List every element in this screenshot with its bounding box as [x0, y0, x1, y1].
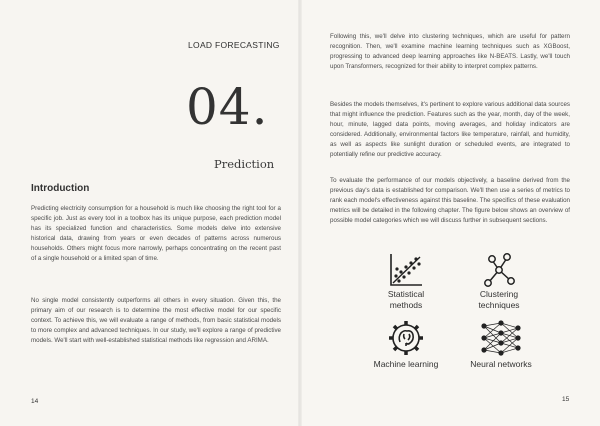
page-number-left: 14	[31, 398, 39, 405]
right-paragraph-3: To evaluate the performance of our models objectively, a baseline derived from the previous day's data is established for comparison. We'll then use a series of metrics to rank each model's effectiveness against this baseline. The specifics of these evaluation metrics will be detailed in the following chapter. The figure below shows an overview of possible model categories which we will discuss further in subsequent sections.	[330, 177, 570, 224]
model-statistical-methods	[376, 252, 436, 309]
model-clustering-techniques	[466, 252, 532, 309]
chapter-number: 04.	[186, 78, 269, 136]
chapter-title: Prediction	[214, 157, 275, 171]
model-label: Machine learning	[373, 359, 439, 369]
model-label: methods	[389, 299, 423, 310]
intro-paragraph-2: No single model consistently outperforms all others in every situation. Given this, the primary aim of our research is to determine the most effective model for our specific context. To achieve this, we will evaluate a range of methods, from basic statistical models to more complex and advanced techniques. In our study, we'll explore a range of predictive models. We'll start with well-established statistical methods like regression and ARIMA.	[31, 297, 281, 344]
model-neural-networks	[462, 318, 540, 369]
cluster-network-icon	[481, 252, 517, 288]
brain-gear-icon	[386, 318, 426, 358]
model-label: Clustering	[479, 289, 519, 299]
book-gutter	[298, 0, 302, 426]
scatter-plot-icon	[388, 252, 424, 288]
page-number-right: 15	[562, 396, 570, 403]
model-label: techniques	[478, 299, 520, 310]
section-label: LOAD FORECASTING	[188, 40, 280, 50]
neural-network-icon	[479, 318, 523, 358]
intro-paragraph-1: Predicting electricity consumption for a household is much like choosing the right tool for a specific job. Just as every tool in a toolbox has its unique purpose, each prediction model has its specialized function and characteristics. Some models delve into extensive historical data, drawing from years or even decades of patterns across numerous households. Others might focus more narrowly, perhaps concentrating on the recent past of a single household or a limited span of time.	[31, 205, 281, 262]
right-paragraph-1: Following this, we'll delve into clustering techniques, which are useful for pattern recognition. Then, we'll examine machine learning techniques such as XGBoost, progressing to advanced deep learning approaches like N-BEATS. Lastly, we'll touch upon Transformers, recognized for their ability to interpret complex patterns.	[330, 33, 570, 70]
model-label: Statistical	[387, 289, 425, 299]
right-paragraph-2: Besides the models themselves, it's pertinent to explore various additional data sources that might influence the prediction. Features such as the year, month, day of the week, hour, minute, lagged data points, moving averages, and holiday indicators are considered. Additionally, environmental factors like temperature, rainfall, and humidity, as well as aspects like sunlight duration or scheduled events, are integrated to potentially refine our predictive accuracy.	[330, 101, 570, 158]
introduction-heading: Introduction	[31, 183, 90, 194]
model-label: Neural networks	[470, 359, 532, 369]
model-machine-learning	[368, 318, 444, 369]
